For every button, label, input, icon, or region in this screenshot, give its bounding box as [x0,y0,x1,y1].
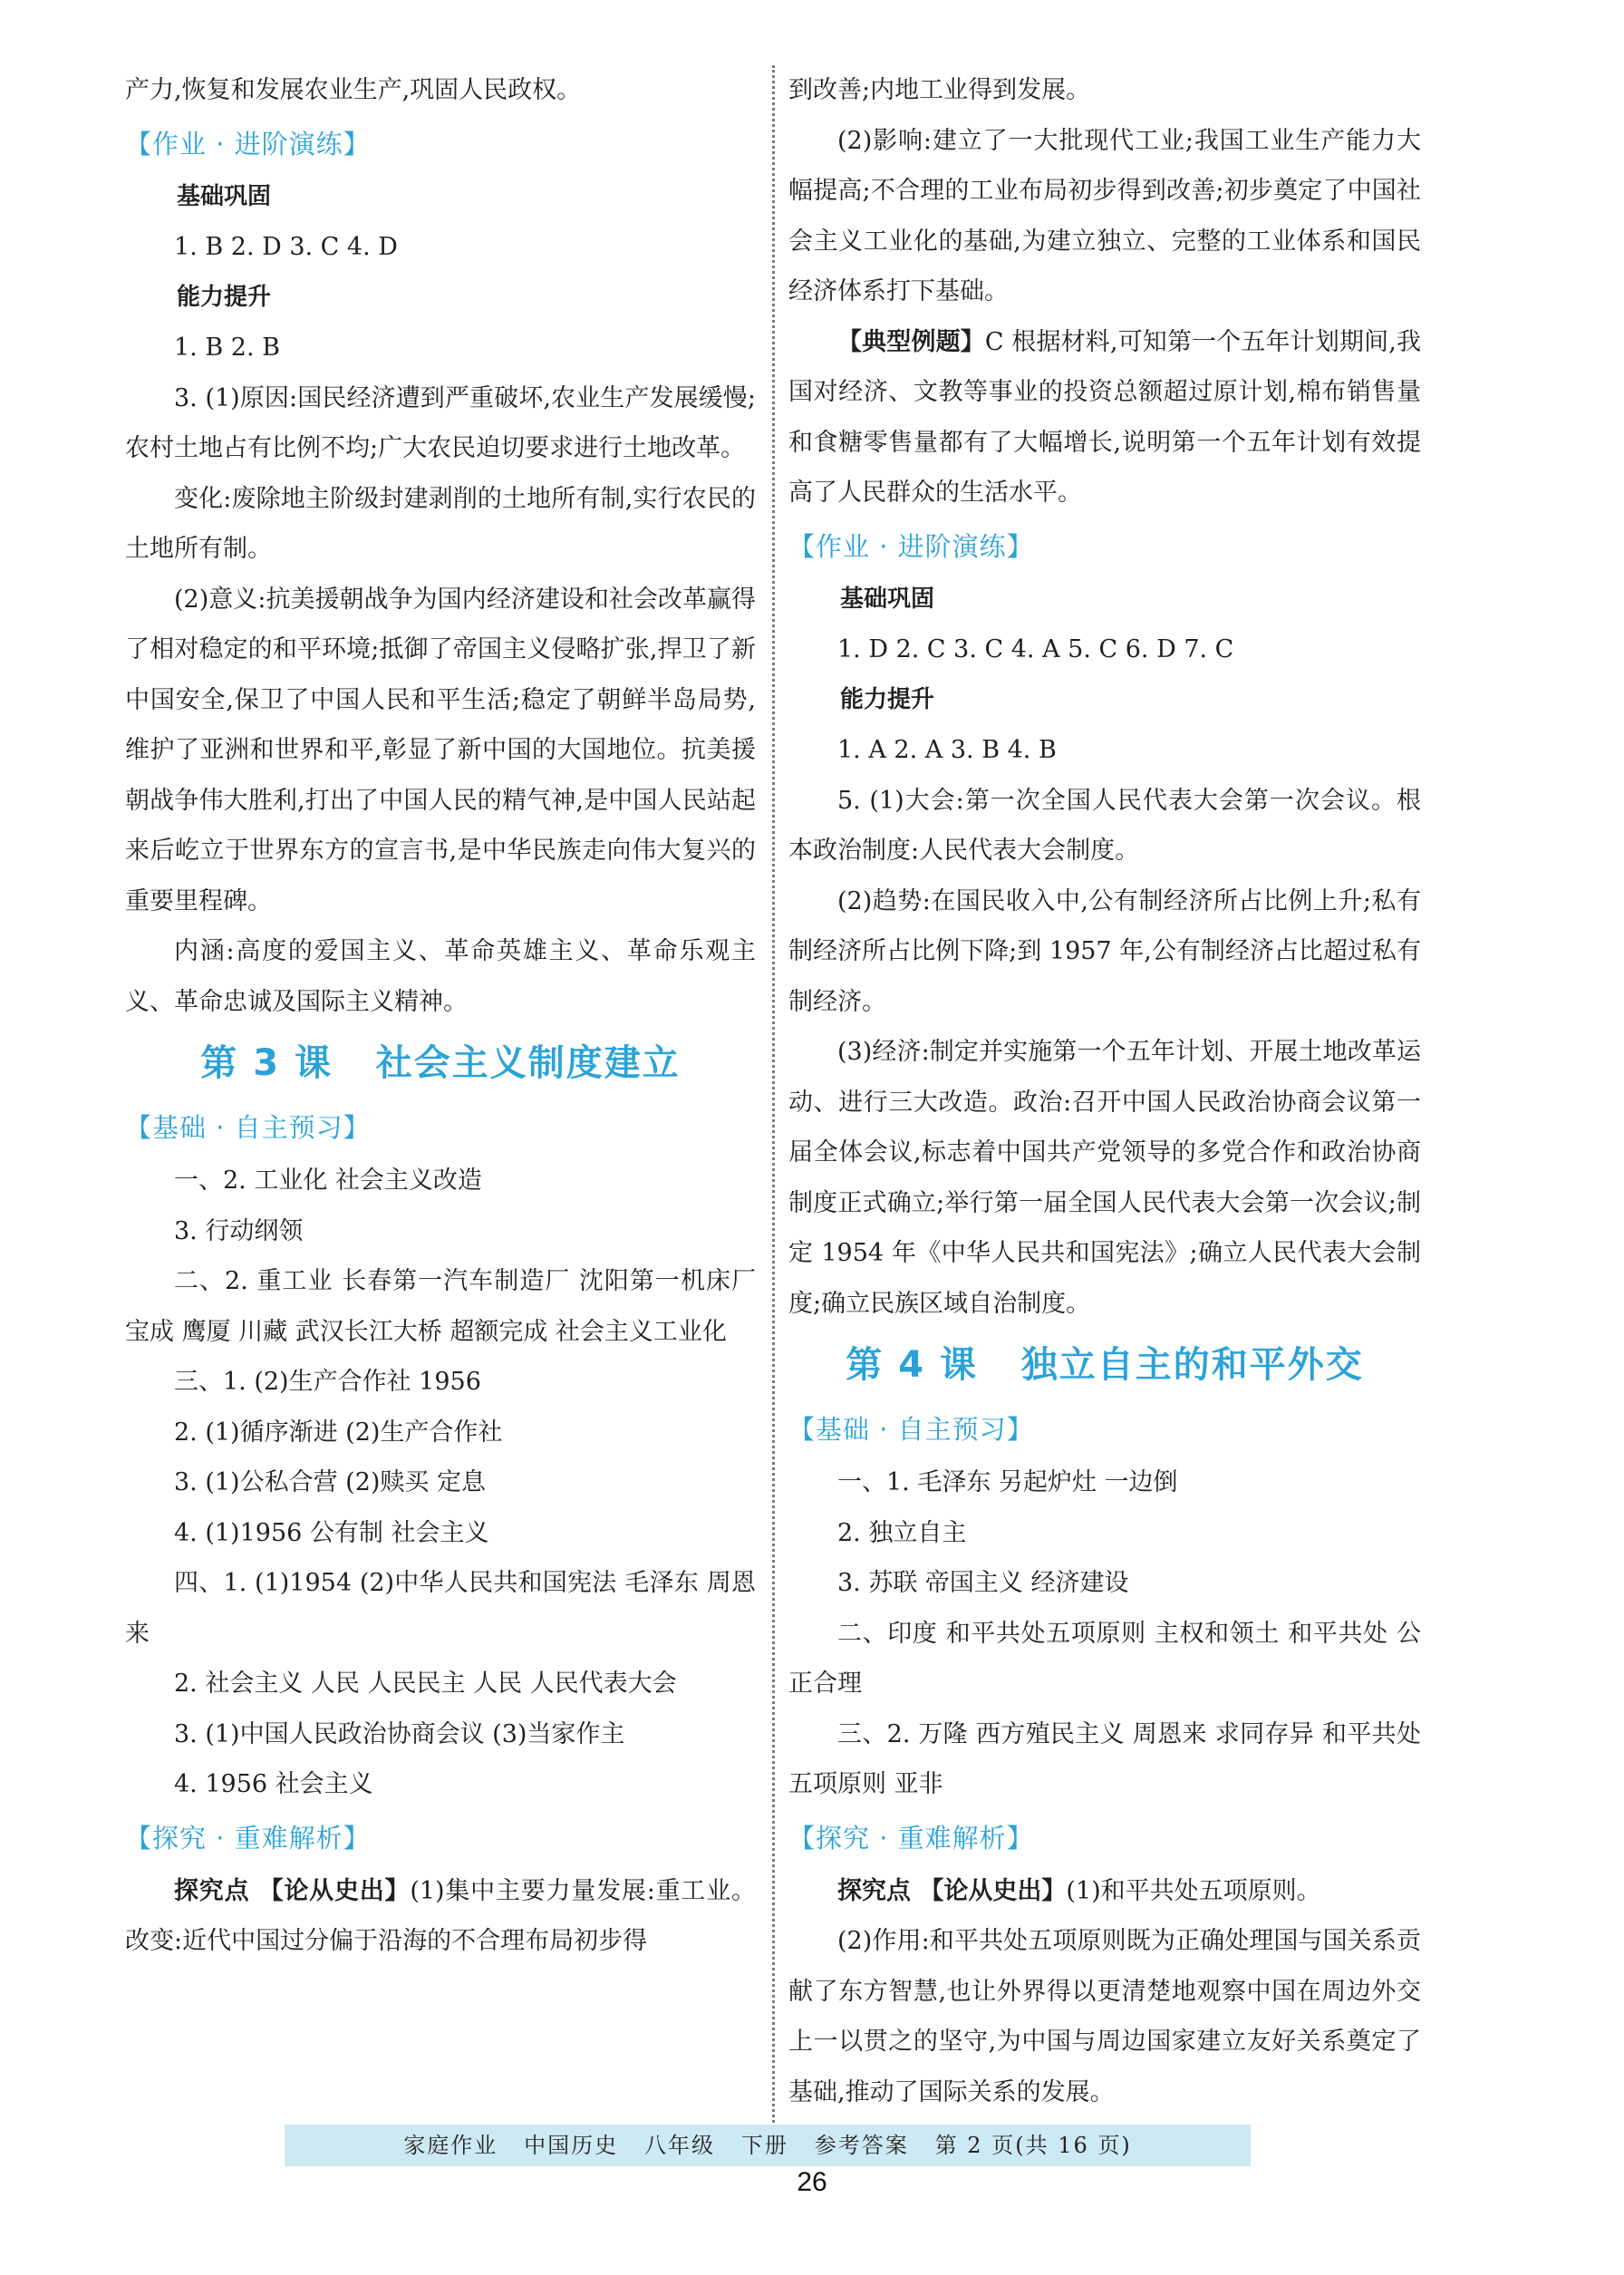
explore-label: 探究点 【论从史出】 [837,1876,1067,1905]
answer-text: 到改善;内地工业得到发展。 [788,76,1091,104]
answer-paragraph: (2)影响:建立了一大批现代工业;我国工业生产能力大幅提高;不合理的工业布局初步得到改善;初步奠定了中国社会主义工业化的基础,为建立独立、完整的工业体系和国民经济体系打下基础。 [788,126,1421,305]
answer-line: 三、1. (2)生产合作社 1956 [174,1368,481,1396]
explore-text: (1)和平共处五项原则。 [1066,1876,1321,1905]
answer-line: 一、2. 工业化 社会主义改造 [174,1167,482,1195]
answer-line: 2. (1)循序渐进 (2)生产合作社 [174,1418,503,1447]
answer-text: 产力,恢复和发展农业生产,巩固人民政权。 [125,76,582,104]
answer-paragraph: (2)意义:抗美援朝战争为国内经济建设和社会改革赢得了相对稳定的和平环境;抵御了帝国主义侵略扩张,捍卫了新中国安全,保卫了中国人民和平生活;稳定了朝鲜半岛局势,维护了亚洲和世界和平,彰显了新中国的大国地位。抗美援朝战争伟大胜利,打出了中国人民的精气神,是中国人民站起来后屹立于世界东方的宣言书,是中华民族走向伟大复兴的重要里程碑。 [125,585,756,915]
answer-line: 二、印度 和平共处五项原则 主权和领土 和平共处 公正合理 [788,1619,1421,1698]
answer-line: 二、2. 重工业 长春第一汽车制造厂 沈阳第一机床厂 宝成 鹰厦 川藏 武汉长江大桥 超额完成 社会主义工业化 [125,1267,756,1346]
section-heading-explore: 【探究 · 重难解析】 [125,1822,371,1854]
example-text: C 根据材料,可知第一个五年计划期间,我国对经济、文教等事业的投资总额超过原计划,棉布销售量和食糖零售量都有了大幅增长,说明第一个五年计划有效提高了人民群众的生活水平。 [788,327,1422,507]
explore-label: 探究点 【论从史出】 [174,1876,411,1905]
answer-line: 3. 行动纲领 [174,1216,304,1245]
answer-choices: 1. A 2. A 3. B 4. B [837,736,1057,764]
lesson-title-4: 第 4 课 独立自主的和平外交 [846,1344,1364,1386]
page-number: 26 [797,2167,827,2197]
answer-paragraph: (2)趋势:在国民收入中,公有制经济所占比例上升;私有制经济所占比例下降;到 1957 年,公有制经济占比超过私有制经济。 [788,886,1421,1016]
answer-line: 三、2. 万隆 西方殖民主义 周恩来 求同存异 和平共处五项原则 亚非 [788,1719,1421,1798]
section-heading-explore: 【探究 · 重难解析】 [788,1822,1034,1854]
answer-choices: 1. D 2. C 3. C 4. A 5. C 6. D 7. C [837,635,1234,663]
answer-paragraph [788,317,1421,518]
subheading-advanced: 能力提升 [177,283,272,311]
answer-line: 2. 社会主义 人民 人民民主 人民 人民代表大会 [174,1670,677,1698]
answer-line: 2. 独立自主 [837,1518,967,1547]
section-heading-homework: 【作业 · 进阶演练】 [788,530,1034,562]
lesson-title-3: 第 3 课 社会主义制度建立 [200,1042,681,1084]
subheading-basic: 基础巩固 [840,585,935,613]
answer-paragraph: 内涵:高度的爱国主义、革命英雄主义、革命乐观主义、革命忠诚及国际主义精神。 [125,937,756,1016]
section-heading-homework: 【作业 · 进阶演练】 [125,128,371,160]
answer-line: 四、1. (1)1954 (2)中华人民共和国宪法 毛泽东 周恩来 [125,1569,756,1648]
answer-line: 3. (1)中国人民政治协商会议 (3)当家作主 [174,1719,625,1748]
answer-paragraph: (2)作用:和平共处五项原则既为正确处理国与国关系贡献了东方智慧,也让外界得以更清楚地观察中国在周边外交上一以贯之的坚守,为中国与周边国家建立友好关系奠定了基础,推动了国际关系的发展。 [788,1927,1421,2106]
answer-line: 4. (1)1956 公有制 社会主义 [174,1518,489,1547]
section-heading-preview: 【基础 · 自主预习】 [788,1414,1034,1445]
answer-paragraph [125,1866,756,1967]
answer-paragraph [788,1866,1421,1917]
answer-line: 3. (1)公私合营 (2)赎买 定息 [174,1468,486,1496]
explore-text: (1)集中主要力量发展:重工业。改变:近代中国过分偏于沿海的不合理布局初步得 [125,1876,757,1955]
subheading-basic: 基础巩固 [177,182,272,210]
answer-line: 4. 1956 社会主义 [174,1770,373,1798]
right-column [788,65,1421,2117]
answer-choices: 1. B 2. B [174,334,280,362]
answer-paragraph: (3)经济:制定并实施第一个五年计划、开展土地改革运动、进行三大改造。政治:召开中国人民政治协商会议第一届全体会议,标志着中国共产党领导的多党合作和政治协商制度正式确立;举行第一届全国人民代表大会第一次会议;制定 1954 年《中华人民共和国宪法》;确立人民代表大会制度;确立民族区域自治制度。 [788,1038,1421,1318]
answer-paragraph: 3. (1)原因:国民经济遭到严重破坏,农业生产发展缓慢;农村土地占有比例不均;广大农民迫切要求进行土地改革。 [125,383,756,462]
section-heading-preview: 【基础 · 自主预习】 [125,1112,371,1143]
answer-line: 3. 苏联 帝国主义 经济建设 [837,1569,1129,1597]
answer-line: 一、1. 毛泽东 另起炉灶 一边倒 [837,1468,1178,1496]
answer-paragraph: 变化:废除地主阶级封建剥削的土地所有制,实行农民的土地所有制。 [125,484,756,563]
subheading-advanced: 能力提升 [840,685,935,713]
example-label: 【典型例题】 [837,327,985,356]
column-divider [772,65,775,2123]
footer-banner: 家庭作业 中国历史 八年级 下册 参考答案 第 2 页(共 16 页) [285,2125,1251,2166]
left-column [125,65,756,1967]
answer-choices: 1. B 2. D 3. C 4. D [174,233,398,261]
answer-paragraph: 5. (1)大会:第一次全国人民代表大会第一次会议。根本政治制度:人民代表大会制度。 [788,786,1421,865]
